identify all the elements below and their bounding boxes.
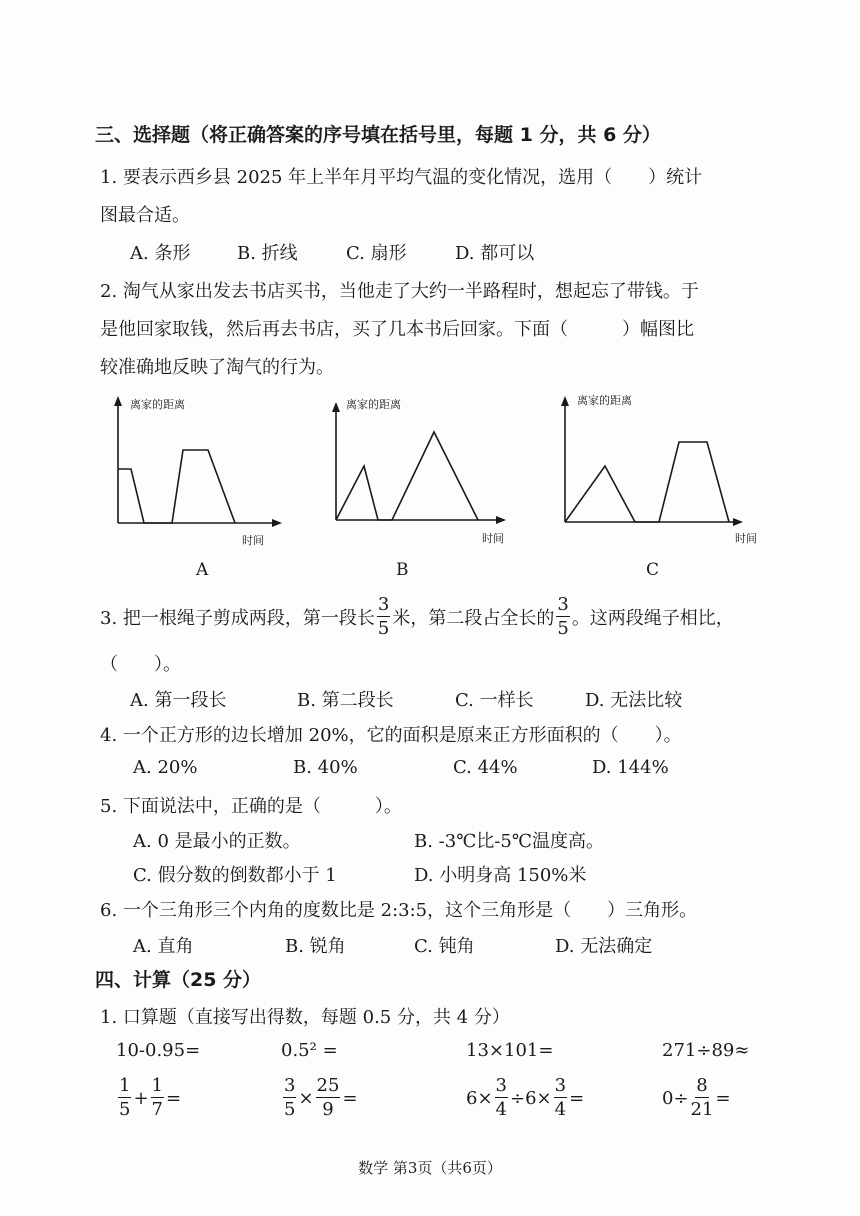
q1-line2: 图最合适。 <box>100 205 190 226</box>
calc-r2-e2 <box>281 1072 358 1124</box>
calc-r2-e4-a-den: 21 <box>690 1099 714 1120</box>
calc-r2-e3-eq: = <box>569 1087 585 1109</box>
section3-heading: 三、选择题（将正确答案的序号填在括号里，每题 1 分，共 6 分） <box>95 124 661 146</box>
q4-option-d: D. 144% <box>592 757 669 778</box>
calc-r2-e2-eq: = <box>342 1087 358 1109</box>
q3-frac1-denominator: 5 <box>377 618 390 639</box>
calc-r1-e1: 10-0.95= <box>116 1040 201 1061</box>
calc-r2-e1-eq: = <box>166 1087 182 1109</box>
calc-r2-e1-frac-b <box>151 1077 164 1119</box>
calc-r2-e3 <box>466 1072 584 1124</box>
q3-option-c: C. 一样长 <box>455 690 534 711</box>
q6-line1: 6. 一个三角形三个内角的度数比是 2:3:5，这个三角形是（ ）三角形。 <box>100 900 698 921</box>
calc-r1-e3: 13×101= <box>466 1040 554 1061</box>
q5-option-d: D. 小明身高 150%米 <box>414 865 587 886</box>
calc-r2-e3-b-den: 4 <box>554 1099 567 1120</box>
calc-r2-e3-frac-a <box>495 1077 508 1119</box>
calc-r2-e2-a-num: 3 <box>284 1075 296 1096</box>
calc-r2-e4 <box>662 1072 731 1124</box>
q4-option-c: C. 44% <box>453 757 518 778</box>
chart-b-x-arrow <box>496 516 506 524</box>
calc-r2-e4-eq: = <box>715 1087 731 1109</box>
chart-b-ylabel: 离家的距离 <box>346 398 401 411</box>
chart-b <box>316 390 526 550</box>
calc-r2-e2-b-num: 25 <box>316 1075 340 1096</box>
chart-a-ylabel: 离家的距离 <box>130 398 185 411</box>
calc-r1-e4: 271÷89≈ <box>662 1040 750 1061</box>
calc-r2-e1-op: + <box>133 1087 149 1109</box>
chart-a-x-arrow <box>272 519 282 527</box>
q4-option-b: B. 40% <box>293 757 358 778</box>
chart-c-x-arrow <box>733 518 743 526</box>
calc-r2-e2-a-den: 5 <box>284 1099 296 1120</box>
calc-r2-e1-a-num: 1 <box>119 1075 131 1096</box>
q5-option-a: A. 0 是最小的正数。 <box>133 831 301 852</box>
calc-r2-e3-frac-b <box>554 1077 567 1119</box>
chart-a-y-arrow <box>114 396 122 406</box>
q6-option-d: D. 无法确定 <box>555 936 653 957</box>
q3-line2: （ ）。 <box>100 654 181 675</box>
q3-option-a: A. 第一段长 <box>130 690 227 711</box>
chart-c-xlabel: 时间 <box>735 532 757 545</box>
q3-frac2-numerator: 3 <box>557 594 569 615</box>
q4-option-a: A. 20% <box>133 757 198 778</box>
calc-r2-e1-a-den: 5 <box>119 1099 131 1120</box>
chart-a <box>100 390 300 550</box>
q3-part1: 3. 把一根绳子剪成两段，第一段长 <box>100 608 375 629</box>
chart-b-label: B <box>396 560 409 580</box>
q6-option-c: C. 钝角 <box>414 936 475 957</box>
calc-r2-e3-pre: 6× <box>466 1087 493 1109</box>
q3-part3: 。这两段绳子相比， <box>571 608 734 629</box>
q1-option-d: D. 都可以 <box>455 243 535 264</box>
q5-option-c: C. 假分数的倒数都小于 1 <box>133 865 337 886</box>
calc-r2-e2-frac-b <box>316 1077 341 1119</box>
q3-option-b: B. 第二段长 <box>297 690 394 711</box>
q1-option-a: A. 条形 <box>130 243 191 264</box>
q4-line1: 4. 一个正方形的边长增加 20%，它的面积是原来正方形面积的（ ）。 <box>100 725 682 746</box>
q3-frac1-numerator: 3 <box>377 594 390 615</box>
q2-line2: 是他回家取钱，然后再去书店，买了几本书后回家。下面（ ）幅图比 <box>100 319 694 340</box>
calc-r2-e2-op: × <box>298 1087 314 1109</box>
q1-option-c: C. 扇形 <box>346 243 407 264</box>
chart-c-ylabel: 离家的距离 <box>577 394 632 407</box>
calc-r2-e1-b-num: 1 <box>151 1075 163 1096</box>
calc-r2-e3-a-num: 3 <box>495 1075 507 1096</box>
calc-r2-e1 <box>116 1072 181 1124</box>
chart-c-line <box>565 442 729 522</box>
calc-r2-e3-mid: ÷6× <box>510 1087 552 1109</box>
calc-r2-e2-frac-a <box>283 1077 296 1119</box>
chart-c <box>545 386 765 548</box>
q2-line1: 2. 淘气从家出发去书店买书，当他走了大约一半路程时，想起忘了带钱。于 <box>100 281 699 302</box>
chart-c-svg <box>545 386 765 548</box>
calc-r2-e1-b-den: 7 <box>151 1099 163 1120</box>
q6-option-a: A. 直角 <box>133 936 194 957</box>
q5-line1: 5. 下面说法中，正确的是（ ）。 <box>100 796 402 817</box>
q1-line1: 1. 要表示西乡县 2025 年上半年月平均气温的变化情况，选用（ ）统计 <box>100 167 703 188</box>
q3-fraction-2 <box>556 596 569 638</box>
q6-option-b: B. 锐角 <box>285 936 346 957</box>
chart-b-svg <box>316 390 526 550</box>
chart-a-label: A <box>196 560 209 580</box>
chart-c-y-arrow <box>561 396 569 406</box>
q3-part2: 米，第二段占全长的 <box>392 608 555 629</box>
q2-line3: 较准确地反映了淘气的行为。 <box>100 357 334 378</box>
chart-a-line <box>118 450 235 523</box>
calc-r2-e4-frac-a <box>691 1077 714 1119</box>
q5-option-b: B. -3℃比-5℃温度高。 <box>414 831 605 852</box>
q1-option-b: B. 折线 <box>237 243 298 264</box>
calc-r2-e4-pre: 0÷ <box>662 1087 689 1109</box>
page-footer: 数学 第3页（共6页） <box>358 1159 502 1177</box>
calc-r2-e3-a-den: 4 <box>495 1099 507 1120</box>
chart-a-xlabel: 时间 <box>242 534 264 547</box>
calc-r2-e3-b-num: 3 <box>554 1075 567 1096</box>
q3-line1 <box>100 592 734 642</box>
q3-fraction-1 <box>377 596 390 638</box>
section4-sub1: 1. 口算题（直接写出得数，每题 0.5 分，共 4 分） <box>100 1007 510 1028</box>
q3-frac2-denominator: 5 <box>557 618 569 639</box>
calc-r1-e2: 0.5² = <box>281 1040 338 1061</box>
calc-r2-e4-a-num: 8 <box>696 1075 708 1096</box>
calc-r2-e2-b-den: 9 <box>322 1099 334 1120</box>
q3-option-d: D. 无法比较 <box>585 690 683 711</box>
section4-heading: 四、计算（25 分） <box>95 969 262 991</box>
chart-b-y-arrow <box>332 402 340 412</box>
chart-b-xlabel: 时间 <box>482 532 504 545</box>
chart-a-svg <box>100 390 300 550</box>
chart-c-label: C <box>646 560 660 580</box>
chart-b-line <box>336 432 478 520</box>
calc-r2-e1-frac-a <box>118 1077 131 1119</box>
